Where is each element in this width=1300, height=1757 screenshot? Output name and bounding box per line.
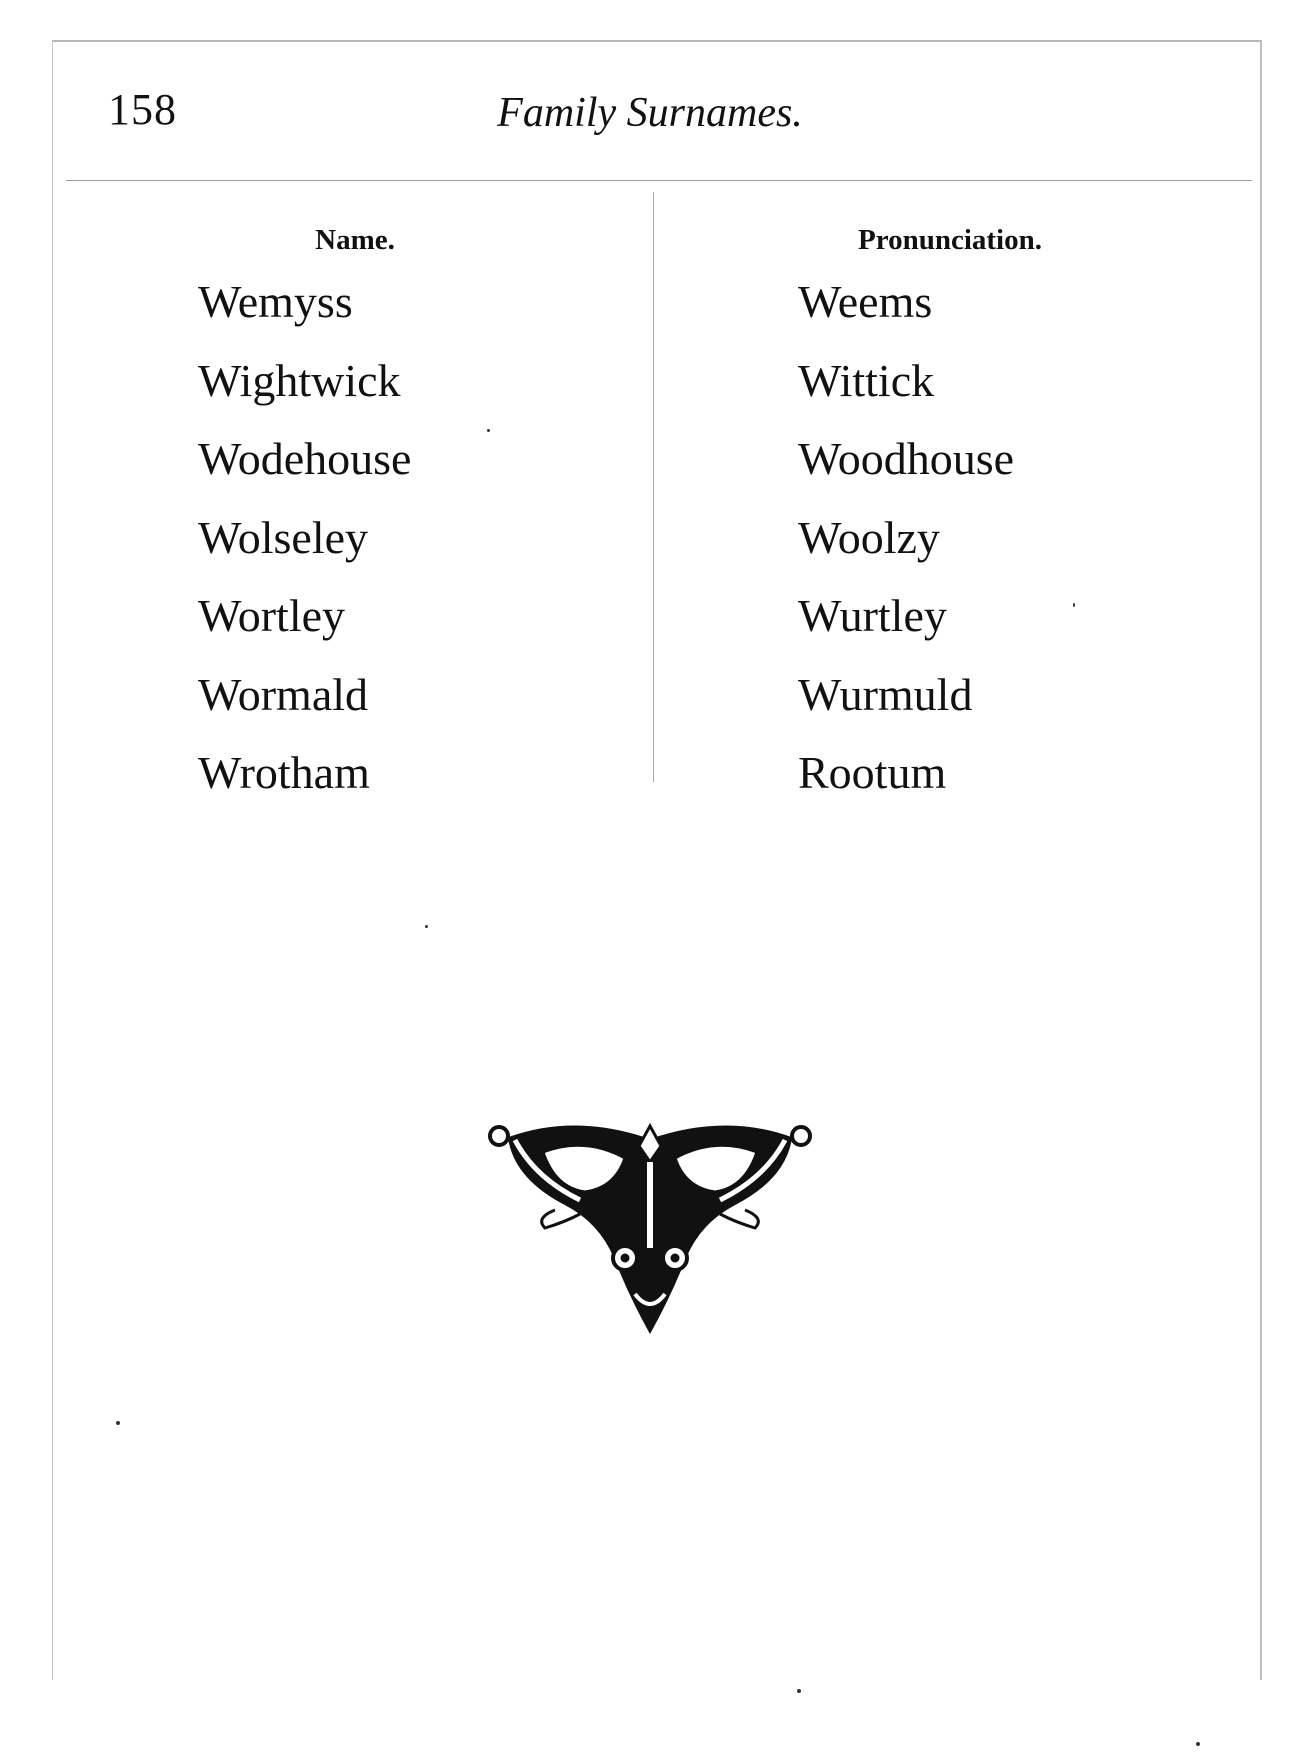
pronunciation-cell: Woodhouse — [798, 433, 1015, 484]
tailpiece-ornament-icon — [485, 1118, 815, 1338]
pronunciation-cell: Wurtley — [798, 590, 947, 641]
pronunciation-cell: Woolzy — [798, 511, 940, 563]
paper-speck — [1073, 603, 1075, 607]
pronunciation-cell: Wurmuld — [798, 668, 973, 720]
column-header-pronunciation: Pronunciation. — [858, 224, 1042, 256]
name-cell: Wightwick — [198, 354, 401, 406]
column-header-name: Name. — [315, 224, 395, 256]
pronunciation-cell: Weems — [798, 276, 933, 327]
paper-speck — [487, 429, 490, 432]
running-title: Family Surnames. — [497, 90, 803, 136]
paper-speck — [425, 925, 428, 928]
pronunciation-list — [798, 276, 1198, 826]
name-cell: Wormald — [198, 668, 369, 720]
name-cell: Wortley — [198, 590, 346, 641]
name-cell: Wemyss — [198, 276, 353, 327]
page-number: 158 — [108, 85, 177, 134]
pronunciation-cell: Wittick — [798, 354, 935, 406]
paper-speck — [797, 1689, 801, 1693]
paper-speck — [1196, 1742, 1200, 1746]
name-cell: Wolseley — [198, 511, 369, 563]
column-divider — [653, 192, 654, 782]
paper-speck — [116, 1421, 120, 1425]
pronunciation-cell: Rootum — [798, 747, 947, 798]
name-cell: Wrotham — [198, 747, 370, 798]
header-rule — [66, 180, 1252, 181]
name-cell: Wodehouse — [198, 433, 412, 484]
name-list — [198, 276, 598, 826]
